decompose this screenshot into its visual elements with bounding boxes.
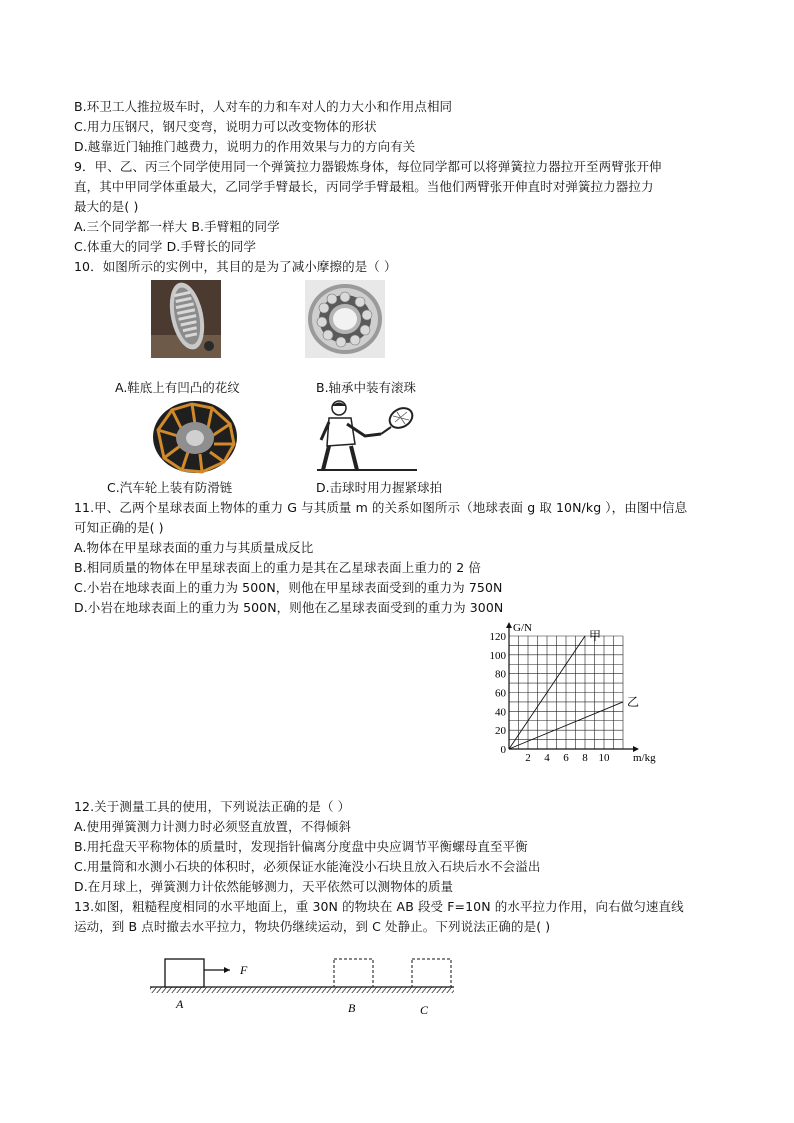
block-at-a — [165, 959, 204, 987]
force-label: F — [240, 963, 248, 977]
force-arrowhead — [224, 967, 230, 973]
chart-labels — [490, 622, 657, 764]
q9-options-ab: A.三个同学都一样大 B.手臂粗的同学 — [74, 219, 280, 234]
block-at-b — [334, 959, 373, 987]
q12-option-a: A.使用弹簧测力计测力时必须竖直放置，不得倾斜 — [74, 819, 352, 834]
y-tick-label: 120 — [489, 631, 506, 643]
x-tick-label: 6 — [563, 752, 569, 764]
q9-stem-line1: 9．甲、乙、丙三个同学使用同一个弹簧拉力器锻炼身体，每位同学都可以将弹簧拉力器拉开至两臂张开伸 — [74, 159, 662, 174]
y-tick-label: 0 — [500, 744, 506, 756]
q9-stem-line3: 最大的是( ) — [74, 199, 139, 214]
y-tick-label: 60 — [495, 687, 506, 700]
q10-stem: 10．如图所示的实例中，其目的是为了减小摩擦的是（ ） — [74, 259, 397, 274]
gravity-mass-chart — [480, 618, 670, 770]
block-motion-figure — [146, 952, 466, 1022]
block-at-c — [412, 959, 451, 987]
y-axis-label: G/N — [513, 622, 532, 634]
q10-caption-d: D.击球时用力握紧球拍 — [316, 480, 443, 495]
ball-bearing-image — [305, 280, 385, 358]
x-tick-label: 10 — [598, 752, 610, 764]
point-b-label: B — [348, 1001, 356, 1015]
q11-option-a: A.物体在甲星球表面的重力与其质量成反比 — [74, 540, 314, 555]
q10-caption-c: C.汽车轮上装有防滑链 — [107, 480, 233, 495]
y-tick-label: 20 — [495, 725, 506, 738]
q13-stem-line2: 运动，到 B 点时撤去水平拉力，物块仍继续运动，到 C 处静止。下列说法正确的是( ) — [74, 919, 551, 934]
series-label-jia: 甲 — [589, 629, 602, 643]
q12-stem: 12.关于测量工具的使用，下列说法正确的是（ ） — [74, 799, 351, 814]
x-tick-label: 4 — [544, 752, 550, 764]
y-tick-label: 40 — [495, 706, 506, 719]
x-axis-label: m/kg — [633, 752, 656, 764]
series-label-yi: 乙 — [627, 694, 640, 709]
q10-caption-b: B.轴承中装有滚珠 — [316, 380, 417, 395]
ground-hatch — [150, 987, 454, 993]
q9-stem-line2: 直，其中甲同学体重最大，乙同学手臂最长，丙同学手臂最粗。当他们两臂张开伸直时对弹簧拉力器拉力 — [74, 179, 654, 194]
chart-axes — [506, 622, 639, 752]
point-a-label: A — [176, 997, 184, 1011]
q8-option-b: B.环卫工人推拉圾车时，人对车的力和车对人的力大小和作用点相同 — [74, 99, 453, 114]
q10-caption-a: A.鞋底上有凹凸的花纹 — [115, 380, 240, 395]
chart-grid — [509, 636, 623, 749]
q11-stem-line2: 可知正确的是( ) — [74, 520, 164, 535]
q11-stem-line1: 11.甲、乙两个星球表面上物体的重力 G 与其质量 m 的关系如图所示（地球表面 g 取 10N/kg ），由图中信息 — [74, 500, 688, 515]
x-tick-label: 8 — [582, 752, 588, 764]
q9-options-cd: C.体重大的同学 D.手臂长的同学 — [74, 239, 256, 254]
q11-option-b: B.相同质量的物体在甲星球表面上的重力是其在乙星球表面上重力的 2 倍 — [74, 560, 481, 575]
x-tick-label: 2 — [525, 752, 531, 764]
q12-option-c: C.用量筒和水测小石块的体积时，必须保证水能淹没小石块且放入石块后水不会溢出 — [74, 859, 541, 874]
point-c-label: C — [420, 1003, 429, 1017]
q12-option-d: D.在月球上，弹簧测力计依然能够测力，天平依然可以测物体的质量 — [74, 879, 454, 894]
q8-option-c: C.用力压钢尺，钢尺变弯，说明力可以改变物体的形状 — [74, 119, 377, 134]
q8-option-d: D.越靠近门轴推门越费力，说明力的作用效果与力的方向有关 — [74, 139, 416, 154]
tennis-player-image — [317, 400, 417, 474]
y-axis-arrow — [506, 622, 512, 628]
y-tick-label: 80 — [495, 668, 506, 681]
q11-option-d: D.小岩在地球表面上的重力为 500N，则他在乙星球表面受到的重力为 300N — [74, 600, 504, 615]
q12-option-b: B.用托盘天平称物体的质量时，发现指针偏离分度盘中央应调节平衡螺母直至平衡 — [74, 839, 528, 854]
tire-chain-image — [152, 400, 238, 474]
q11-option-c: C.小岩在地球表面上的重力为 500N，则他在甲星球表面受到的重力为 750N — [74, 580, 503, 595]
shoe-sole-image — [151, 280, 221, 358]
y-tick-label: 100 — [489, 649, 506, 662]
q13-stem-line1: 13.如图，粗糙程度相同的水平地面上，重 30N 的物块在 AB 段受 F=10N 的水平拉力作用，向右做匀速直线 — [74, 899, 684, 914]
